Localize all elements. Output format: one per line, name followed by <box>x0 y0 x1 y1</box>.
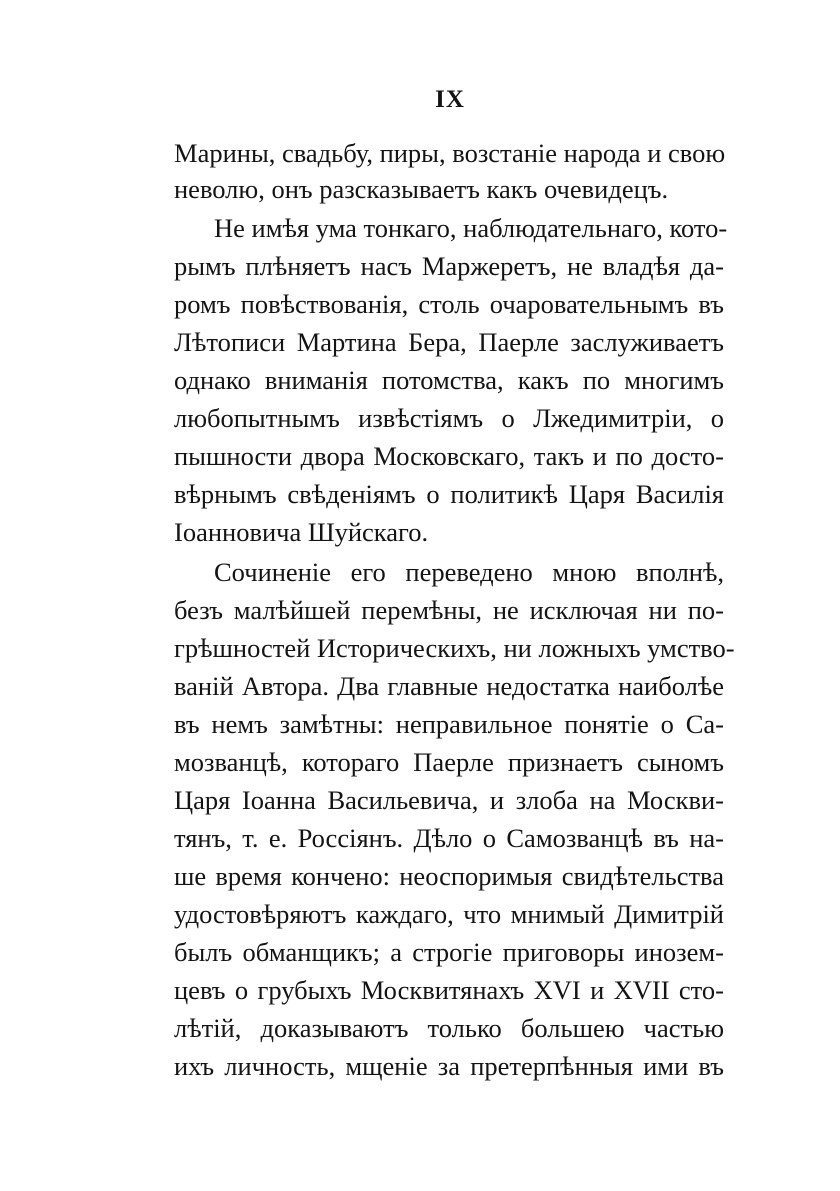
text-line: ромъ повѣствованія, столь очаровательнымъ въ <box>174 289 724 319</box>
text-line: ваній Автора. Два главные недостатка наиболѣе <box>174 671 724 701</box>
text-line: грѣшностей Историческихъ, ни ложныхъ умство- <box>174 633 735 663</box>
text-line: Марины, свадьбу, пиры, возстаніе народа и свою <box>174 138 726 168</box>
text-line: былъ обманщикъ; а строгіе приговоры инозем- <box>174 937 724 967</box>
text-line: Лѣтописи Мартина Бера, Паерле заслуживаетъ <box>174 327 724 357</box>
text-line: тянъ, т. е. Россіянъ. Дѣло о Самозванцѣ въ на- <box>174 823 724 853</box>
text-line: ихъ личность, мщеніе за претерпѣнныя ими въ <box>174 1051 724 1081</box>
text-line: мозванцѣ, котораго Паерле признаетъ сыномъ <box>174 747 724 777</box>
text-line: безъ малѣйшей перемѣны, не исключая ни по- <box>174 595 724 625</box>
text-line: Сочиненіе его переведено мною вполнѣ, <box>214 557 724 587</box>
text-line: вѣрнымъ свѣденіямъ о политикѣ Царя Василія <box>174 479 724 509</box>
text-line: неволю, онъ разсказываетъ какъ очевидецъ. <box>174 174 669 204</box>
text-line: Царя Іоанна Васильевича, и злоба на Москви- <box>174 785 724 815</box>
text-line: любопытнымъ извѣстіямъ о Лжедимитріи, о <box>174 403 724 433</box>
page-number: IX <box>435 86 465 113</box>
text-line: рымъ плѣняетъ насъ Маржеретъ, не владѣя да- <box>174 251 724 281</box>
text-line: однако вниманія потомства, какъ по многимъ <box>174 365 724 395</box>
text-line: лѣтій, доказываютъ только большею частью <box>174 1013 724 1043</box>
text-line: Не имѣя ума тонкаго, наблюдательнаго, кото- <box>214 213 728 243</box>
text-line: удостовѣряютъ каждаго, что мнимый Димитрій <box>174 899 724 929</box>
text-line: Іоанновича Шуйскаго. <box>174 517 429 547</box>
text-line: пышности двора Московскаго, такъ и по досто- <box>174 441 724 471</box>
text-line: цевъ о грубыхъ Москвитянахъ XVI и XVII сто- <box>174 975 724 1005</box>
text-line: ше время кончено: неоспоримыя свидѣтельства <box>174 861 724 891</box>
text-line: въ немъ замѣтны: неправильное понятіе о Са- <box>174 709 724 739</box>
